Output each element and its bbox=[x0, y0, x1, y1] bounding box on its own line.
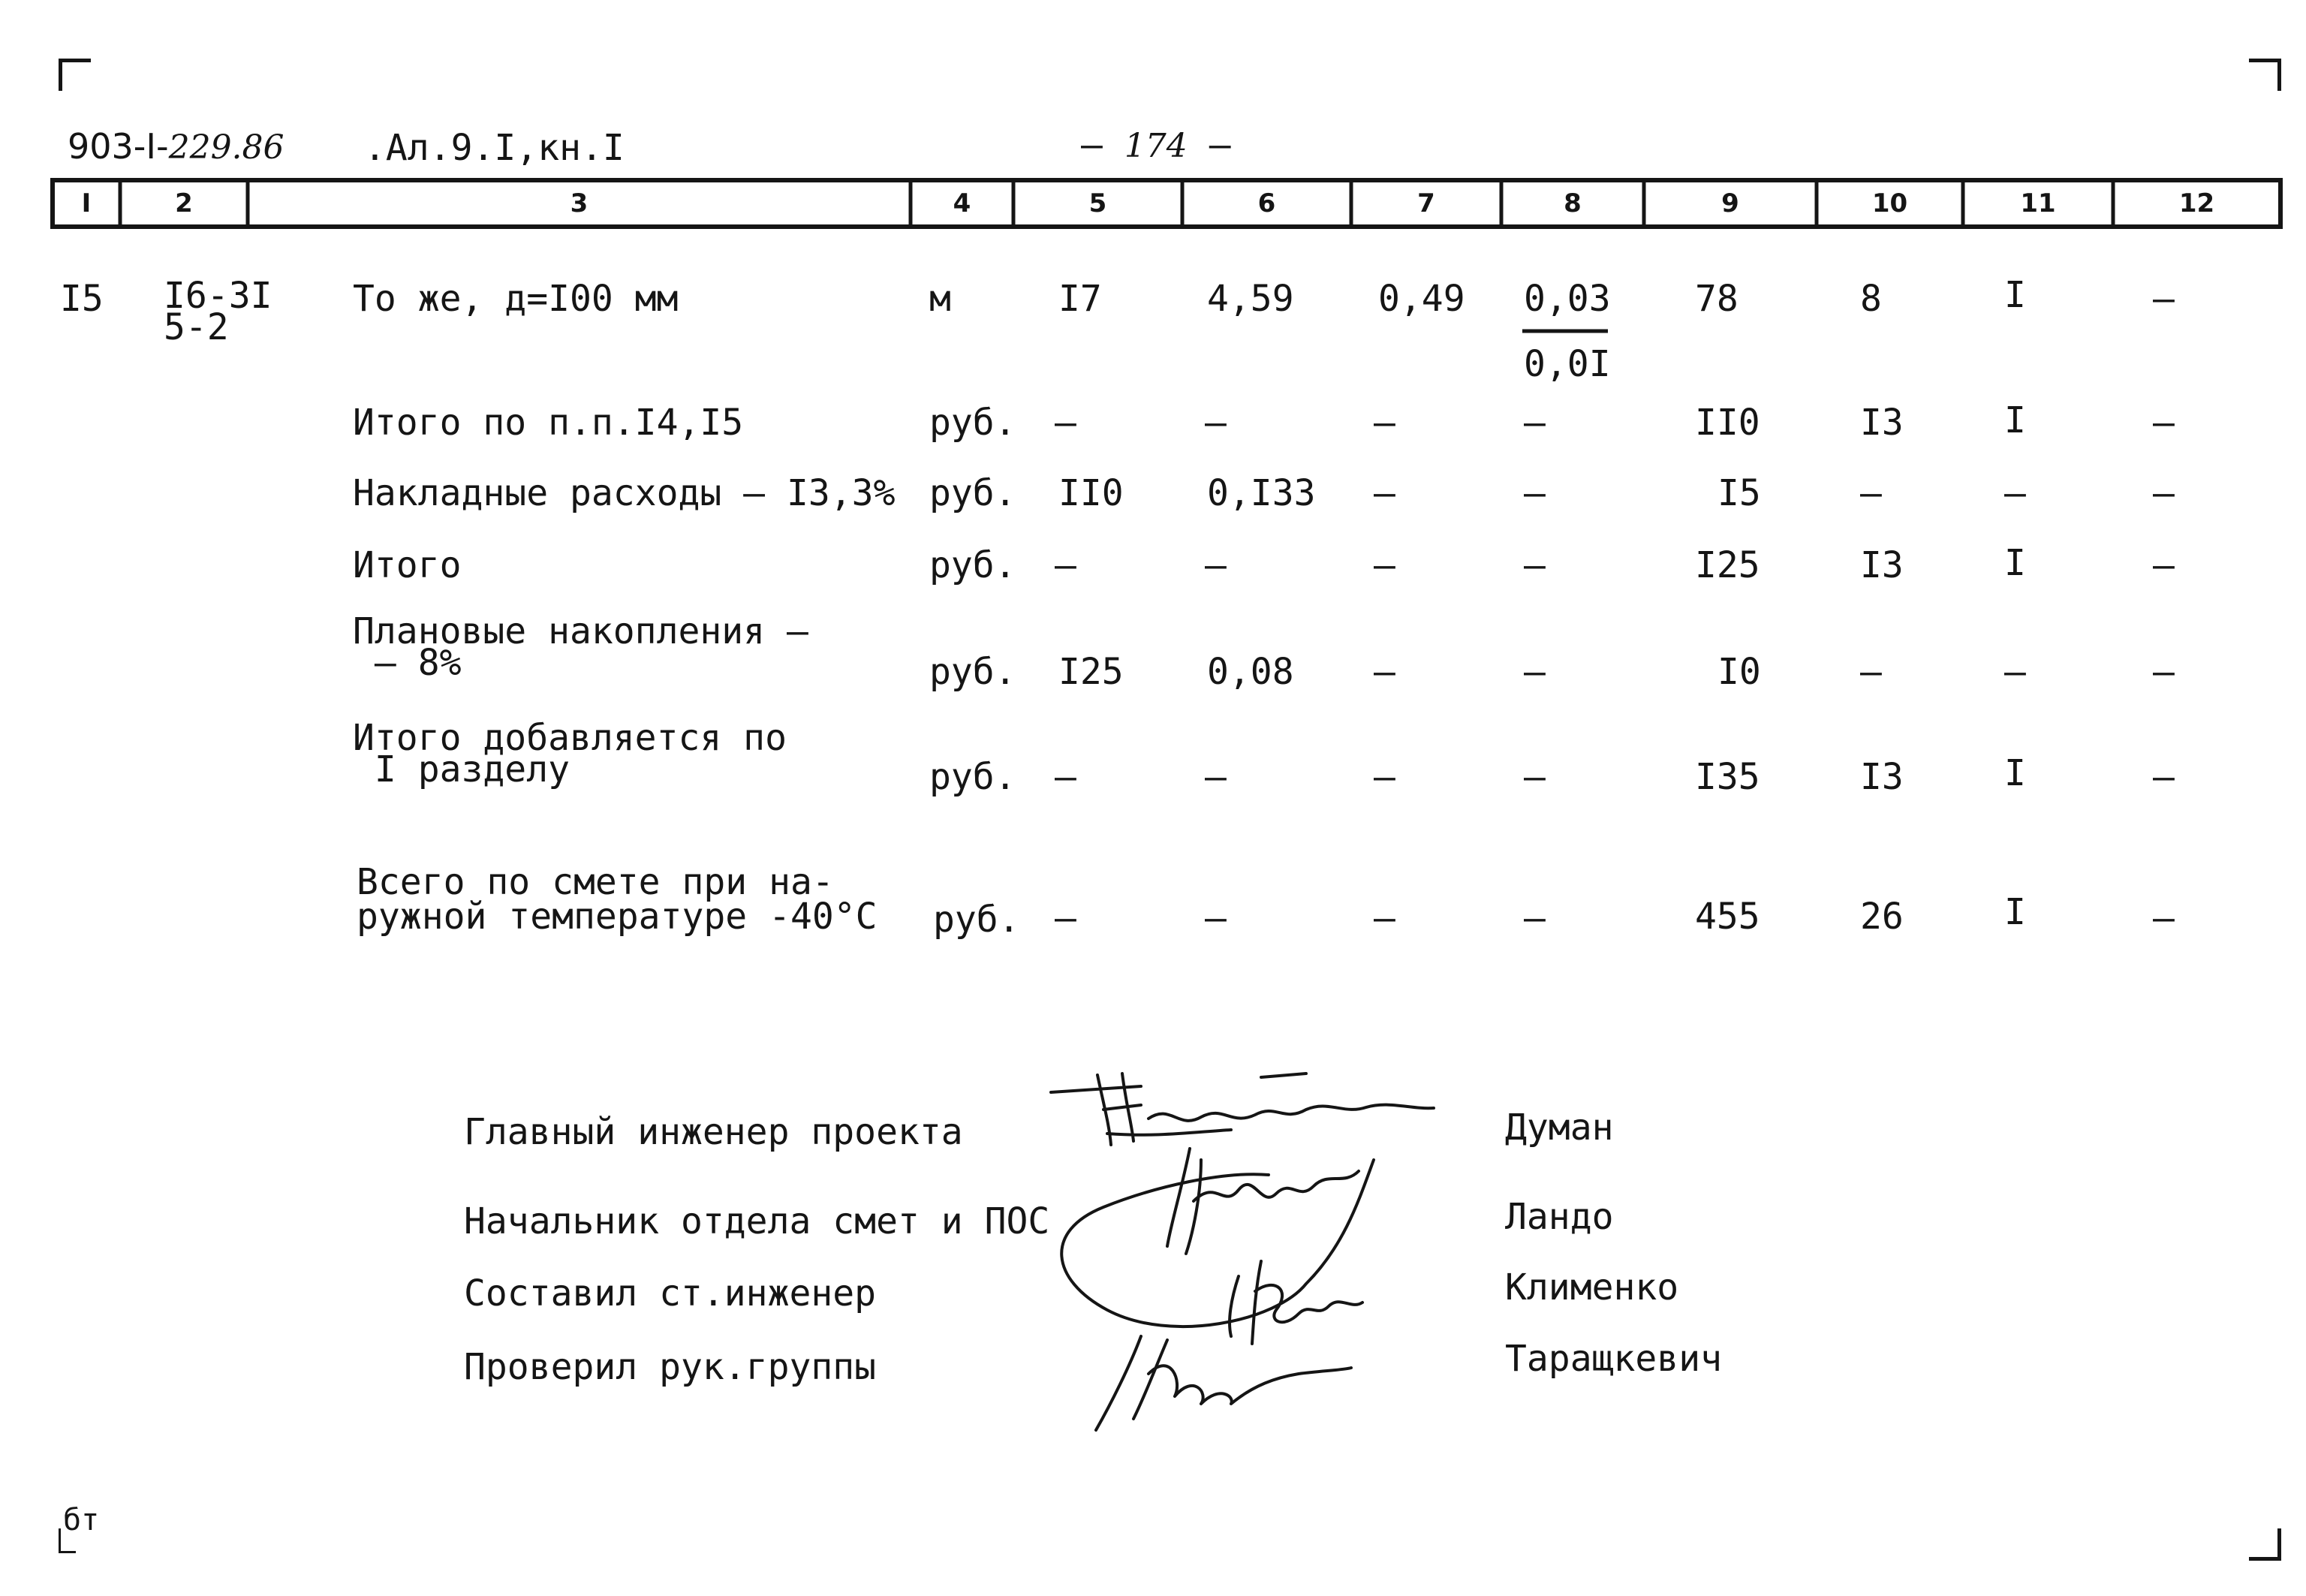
cell-col8: – bbox=[1524, 897, 1546, 939]
cell-description: То же, д=I00 мм bbox=[353, 278, 679, 320]
cell-description-line2: ружной температуре -40°С bbox=[357, 896, 878, 938]
cell-item-number: I5 bbox=[60, 278, 104, 320]
cell-col10: I3 bbox=[1860, 402, 1904, 444]
cell-col11: I bbox=[2004, 542, 2026, 584]
cell-code-line1: I6-3I bbox=[164, 275, 272, 317]
page-dash-right: — bbox=[1209, 124, 1231, 166]
cell-col8-denominator: 0,0I bbox=[1524, 343, 1611, 385]
cell-unit: руб. bbox=[929, 402, 1016, 444]
cell-code-line2: 5-2 bbox=[164, 306, 229, 348]
column-header-10: 10 bbox=[1871, 188, 1908, 218]
cell-description-line1: Плановые накопления – bbox=[353, 610, 808, 652]
signature-compiler bbox=[1230, 1261, 1362, 1344]
cell-col11: – bbox=[2004, 472, 2026, 514]
cell-quantity: – bbox=[1055, 544, 1076, 586]
cell-col8: – bbox=[1524, 402, 1546, 444]
signature-checker bbox=[1096, 1336, 1351, 1430]
column-header-2: 2 bbox=[175, 188, 193, 218]
cell-col12: – bbox=[2153, 897, 2175, 939]
cell-col6: – bbox=[1205, 756, 1227, 798]
cell-col7: – bbox=[1374, 544, 1395, 586]
cell-col7: – bbox=[1374, 472, 1395, 514]
cell-quantity: – bbox=[1055, 897, 1076, 939]
cell-col8-numerator: 0,03 bbox=[1524, 278, 1611, 320]
cell-col12: – bbox=[2153, 472, 2175, 514]
column-header-11: 11 bbox=[2020, 188, 2056, 218]
column-header-8: 8 bbox=[1564, 188, 1582, 218]
cell-col8: – bbox=[1524, 544, 1546, 586]
cell-unit: руб. bbox=[929, 756, 1016, 798]
doc-code-prefix: 903-I- bbox=[68, 126, 169, 167]
cell-col10: I3 bbox=[1860, 544, 1904, 586]
cell-col9: I35 bbox=[1695, 756, 1760, 798]
cell-col6: – bbox=[1205, 897, 1227, 939]
cell-description: Итого по п.п.I4,I5 bbox=[353, 402, 744, 444]
cell-col10: I3 bbox=[1860, 756, 1904, 798]
cell-col7: – bbox=[1374, 756, 1395, 798]
signature-head-of-department bbox=[1061, 1149, 1374, 1326]
cell-col8: – bbox=[1524, 472, 1546, 514]
column-header-3: 3 bbox=[570, 188, 589, 218]
cell-col9: II0 bbox=[1695, 402, 1760, 444]
sheet-mark: бт bbox=[63, 1503, 100, 1537]
cell-description-line2: I разделу bbox=[353, 748, 570, 790]
cell-col11: I bbox=[2004, 399, 2026, 441]
signature-role: Составил ст.инженер bbox=[464, 1272, 877, 1314]
column-header-9: 9 bbox=[1721, 188, 1739, 218]
cell-col6: 0,08 bbox=[1207, 651, 1294, 693]
cell-col7: – bbox=[1374, 897, 1395, 939]
doc-code-handwritten: 229.86 bbox=[168, 128, 284, 167]
cell-col12: – bbox=[2153, 756, 2175, 798]
cell-col11: I bbox=[2004, 752, 2026, 794]
cell-col9: 78 bbox=[1695, 278, 1739, 320]
cell-col6: 0,I33 bbox=[1207, 472, 1316, 514]
cell-description: Итого bbox=[353, 544, 462, 586]
cell-col12: – bbox=[2153, 278, 2175, 320]
cell-description-line1: Всего по смете при на- bbox=[357, 861, 834, 903]
cell-col7: 0,49 bbox=[1378, 278, 1465, 320]
cell-description-line2: – 8% bbox=[353, 642, 462, 684]
cell-quantity: I7 bbox=[1058, 278, 1102, 320]
cell-col8: – bbox=[1524, 756, 1546, 798]
cell-description: Накладные расходы – I3,3% bbox=[353, 472, 896, 514]
cell-col6: 4,59 bbox=[1207, 278, 1294, 320]
column-header-7: 7 bbox=[1417, 188, 1435, 218]
cell-quantity: I25 bbox=[1058, 651, 1124, 693]
cell-col6: – bbox=[1205, 544, 1227, 586]
cell-col10: 26 bbox=[1860, 896, 1904, 938]
cell-col10: 8 bbox=[1860, 278, 1882, 320]
cell-col11: I bbox=[2004, 891, 2026, 933]
cell-unit: руб. bbox=[933, 899, 1020, 941]
cell-col12: – bbox=[2153, 651, 2175, 693]
signature-chief-engineer bbox=[1051, 1074, 1434, 1145]
cell-description-line1: Итого добавляется по bbox=[353, 717, 787, 759]
cell-unit: руб. bbox=[929, 472, 1016, 514]
signature-name: Ландо bbox=[1505, 1196, 1614, 1238]
signature-name: Таращкевич bbox=[1505, 1338, 1722, 1380]
cell-col7: – bbox=[1374, 651, 1395, 693]
cell-unit: руб. bbox=[929, 544, 1016, 586]
cell-quantity: – bbox=[1055, 756, 1076, 798]
column-header-6: 6 bbox=[1257, 188, 1276, 218]
column-header-5: 5 bbox=[1088, 188, 1107, 218]
cell-col9: 455 bbox=[1695, 896, 1760, 938]
page-number-value: 174 bbox=[1124, 127, 1188, 165]
page-dash-left: — bbox=[1081, 124, 1103, 166]
column-header-1: I bbox=[81, 188, 92, 218]
cell-col12: – bbox=[2153, 544, 2175, 586]
column-header-12: 12 bbox=[2178, 188, 2215, 218]
cell-col8: – bbox=[1524, 651, 1546, 693]
cell-col9: I0 bbox=[1717, 651, 1761, 693]
cell-unit: м bbox=[929, 278, 951, 320]
signature-role: Проверил рук.группы bbox=[464, 1346, 877, 1388]
cell-col11: I bbox=[2004, 274, 2026, 316]
cell-quantity: II0 bbox=[1058, 472, 1124, 514]
cell-quantity: – bbox=[1055, 402, 1076, 444]
signature-name: Клименко bbox=[1505, 1266, 1679, 1308]
cell-col11: – bbox=[2004, 651, 2026, 693]
cell-col10: – bbox=[1860, 472, 1882, 514]
signature-role: Начальник отдела смет и ПОС bbox=[464, 1200, 1050, 1242]
cell-col9: I5 bbox=[1717, 472, 1761, 514]
cell-col6: – bbox=[1205, 402, 1227, 444]
signature-name: Думан bbox=[1505, 1107, 1614, 1149]
column-header-4: 4 bbox=[953, 188, 971, 218]
signature-role: Главный инженер проекта bbox=[464, 1111, 963, 1153]
cell-unit: руб. bbox=[929, 651, 1016, 693]
album-label: .Ал.9.I,кн.I bbox=[364, 127, 625, 169]
cell-col12: – bbox=[2153, 402, 2175, 444]
cell-col7: – bbox=[1374, 402, 1395, 444]
cell-col9: I25 bbox=[1695, 544, 1760, 586]
cell-col10: – bbox=[1860, 651, 1882, 693]
